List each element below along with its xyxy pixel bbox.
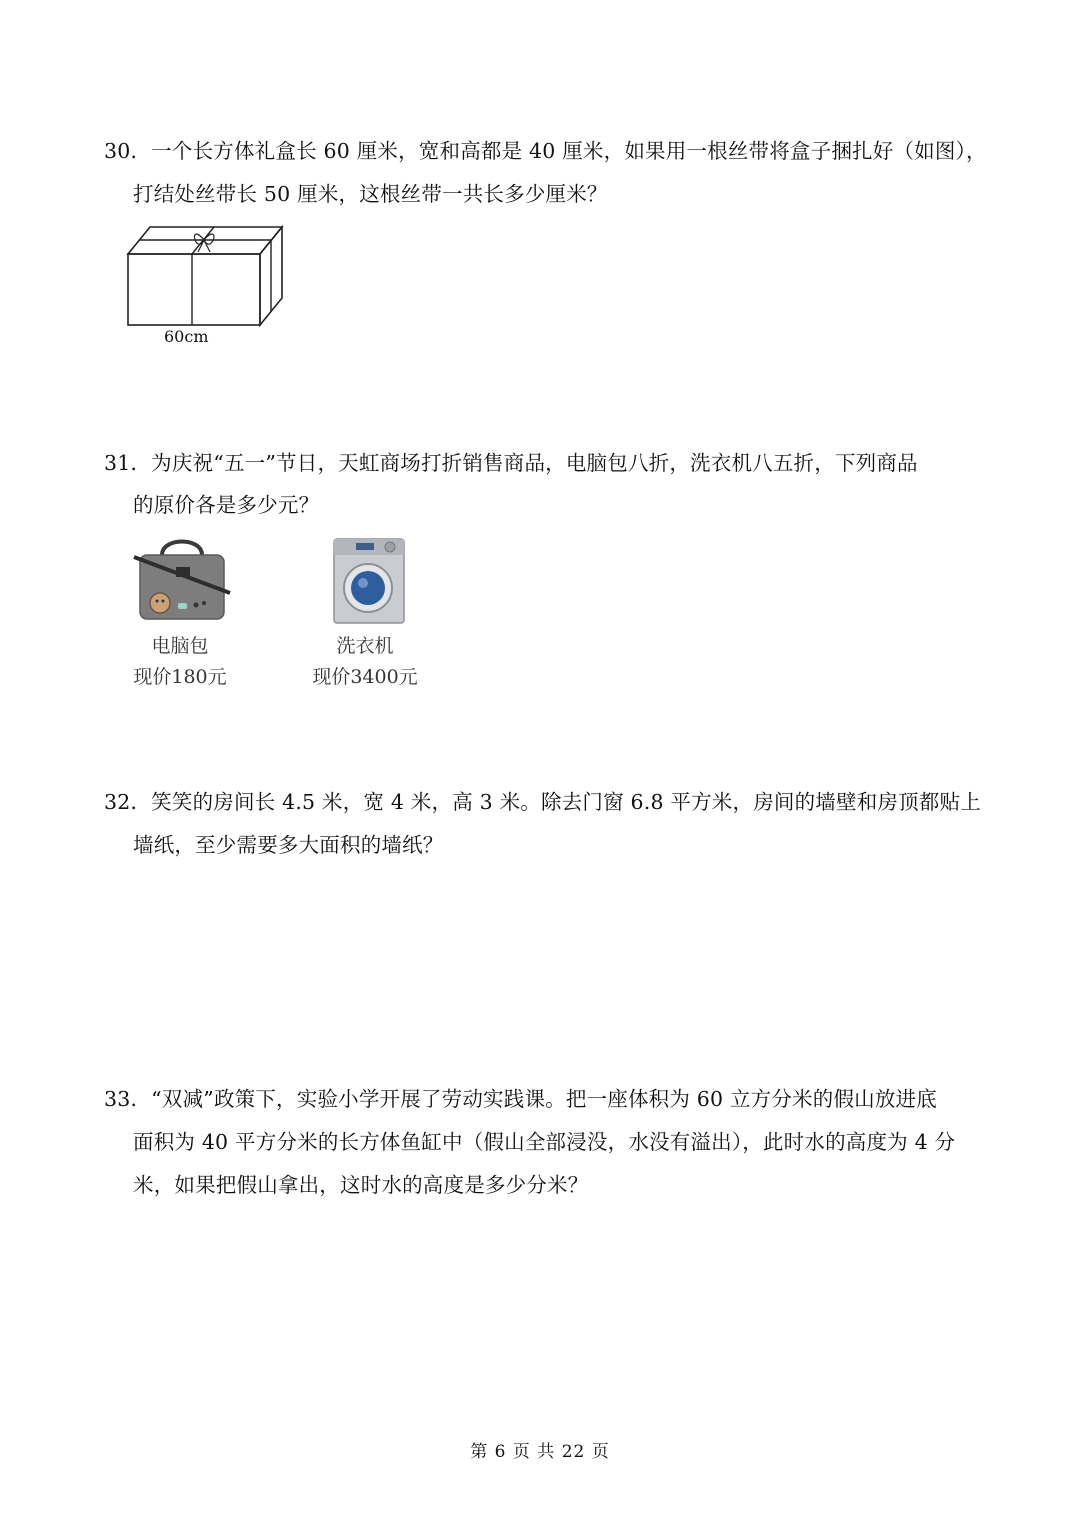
q30-line-1: 30．一个长方体礼盒长 60 厘米，宽和高都是 40 厘米，如果用一根丝带将盒子捆扎好（如图）， (104, 139, 987, 163)
q30-line-2: 打结处丝带长 50 厘米，这根丝带一共长多少厘米？ (133, 182, 608, 206)
laptop-bag-image (132, 533, 232, 623)
q33-line-1: 33．“双减”政策下，实验小学开展了劳动实践课。把一座体积为 60 立方分米的假山放进底 (104, 1087, 937, 1111)
washing-machine-icon (332, 537, 406, 625)
q33-line-2: 面积为 40 平方分米的长方体鱼缸中（假山全部浸没，水没有溢出），此时水的高度为 4 分 (133, 1130, 956, 1154)
washing-machine-price: 现价3400元 (312, 666, 418, 688)
washing-machine-name: 洗衣机 (336, 635, 394, 657)
laptop-bag-name: 电脑包 (151, 635, 209, 657)
box-length-label: 60cm (164, 327, 209, 346)
page-number-footer: 第 6 页 共 22 页 (470, 1442, 610, 1462)
q31-line-2: 的原价各是多少元？ (133, 493, 320, 517)
washing-machine-image (332, 537, 406, 625)
laptop-bag-icon (132, 533, 232, 623)
q31-line-1: 31．为庆祝“五一”节日，天虹商场打折销售商品，电脑包八折，洗衣机八五折，下列商品 (104, 451, 918, 475)
q32-line-2: 墙纸，至少需要多大面积的墙纸？ (133, 833, 444, 857)
q32-line-1: 32．笑笑的房间长 4.5 米，宽 4 米，高 3 米。除去门窗 6.8 平方米，房间的墙壁和房顶都贴上 (104, 790, 981, 814)
gift-box-figure (120, 222, 290, 350)
q33-line-3: 米，如果把假山拿出，这时水的高度是多少分米？ (133, 1173, 589, 1197)
laptop-bag-price: 现价180元 (133, 666, 227, 688)
